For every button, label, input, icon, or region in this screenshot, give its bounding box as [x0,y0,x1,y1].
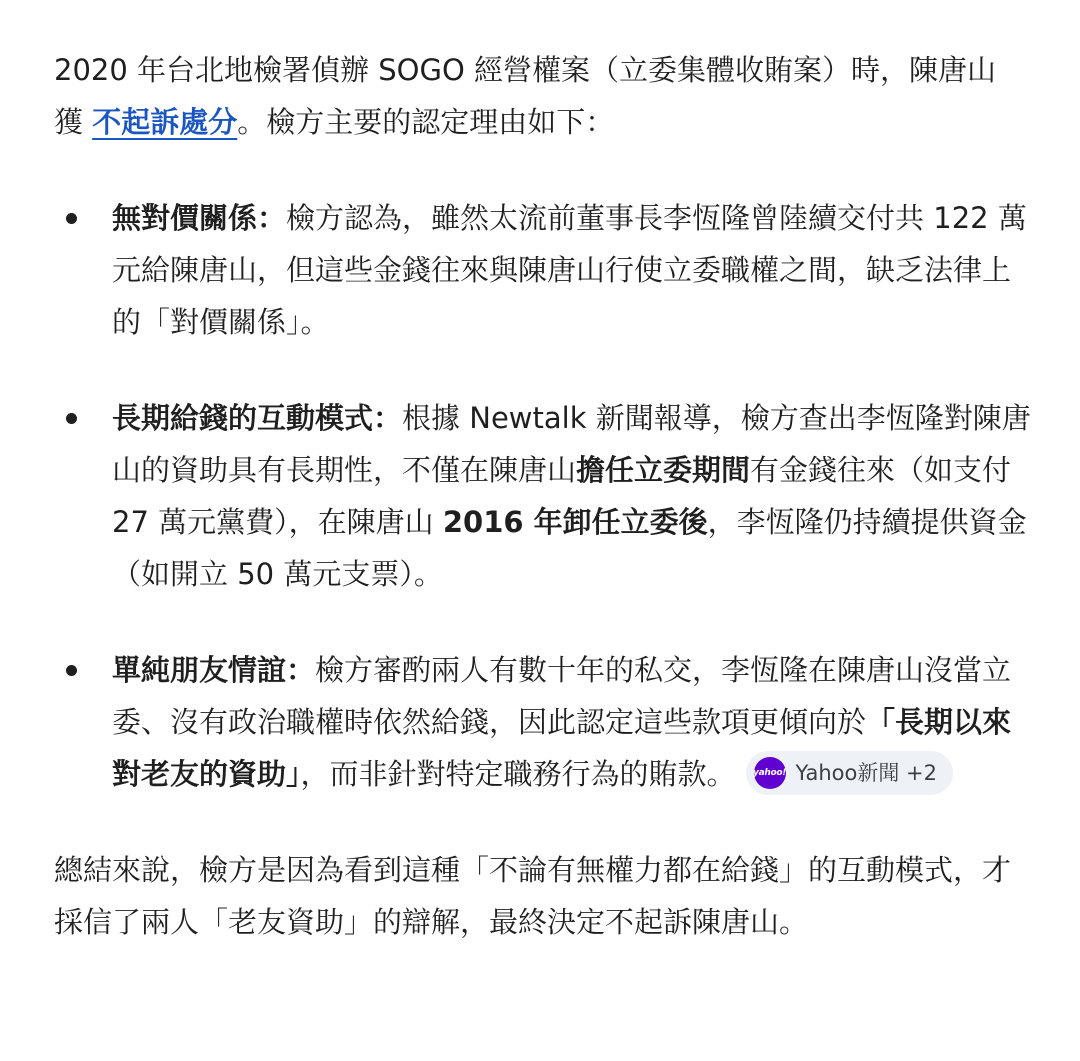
bullet-body: 有金錢往來（如支付 27 萬元黨費），在陳唐山 [112,453,1012,539]
bullet-dot [66,665,77,676]
source-chip-label: Yahoo新聞 +2 [795,761,937,785]
source-chip[interactable] [746,751,953,795]
non-prosecution-link[interactable]: 不起訴處分 [92,105,238,139]
bullet-text [112,192,1032,348]
bullet-body: 檢方審酌兩人有數十年的私交，李恆隆在陳唐山沒當立委、沒有政治職權時依然給錢，因此認定這些款項更傾向於 [112,653,1012,739]
reasons-list [54,192,1044,800]
intro-text-after: 。檢方主要的認定理由如下： [237,105,615,139]
bullet-text [112,392,1032,600]
list-item [54,644,1044,800]
bullet-title: 單純朋友情誼 [112,653,287,687]
list-item [54,392,1044,600]
bullet-title: 長期給錢的互動模式 [112,401,374,435]
list-item [54,192,1044,348]
yahoo-logo-icon: yahoo! [754,757,786,789]
bullet-title: 無對價關係 [112,201,258,235]
bullet-text [112,644,1032,800]
summary-paragraph: 總結來說，檢方是因為看到這種「不論有無權力都在給錢」的互動模式，才採信了兩人「老友資助」的辯解，最終決定不起訴陳唐山。 [54,853,1012,939]
bullet-body: 檢方認為，雖然太流前董事長李恆隆曾陸續交付共 122 萬元給陳唐山，但這些金錢往來與陳唐山行使立委職權之間，缺乏法律上的「對價關係」。 [112,201,1027,339]
bullet-emphasis: 「長期以來對老友的資助」 [112,705,1012,791]
bullet-body: 根據 Newtalk 新聞報導，檢方查出李恆隆對陳唐山的資助具有長期性，不僅在陳唐山 [112,401,1031,487]
intro-text-before: 2020 年台北地檢署偵辦 SOGO 經營權案（立委集體收賄案）時，陳唐山獲 [54,53,996,139]
bullet-emphasis: 2016 年卸任立委後 [442,505,708,539]
answer-content [54,44,1044,948]
bullet-body: ，李恆隆仍持續提供資金（如開立 50 萬元支票）。 [112,505,1027,591]
bullet-dot [66,213,77,224]
intro-paragraph [54,44,1014,148]
bullet-separator: ： [286,653,316,687]
bullet-body: ，而非針對特定職務行為的賄款。 [300,757,736,791]
bullet-emphasis: 擔任立委期間 [576,453,751,487]
bullet-separator: ： [257,201,287,235]
bullet-separator: ： [373,401,403,435]
bullet-dot [66,413,77,424]
